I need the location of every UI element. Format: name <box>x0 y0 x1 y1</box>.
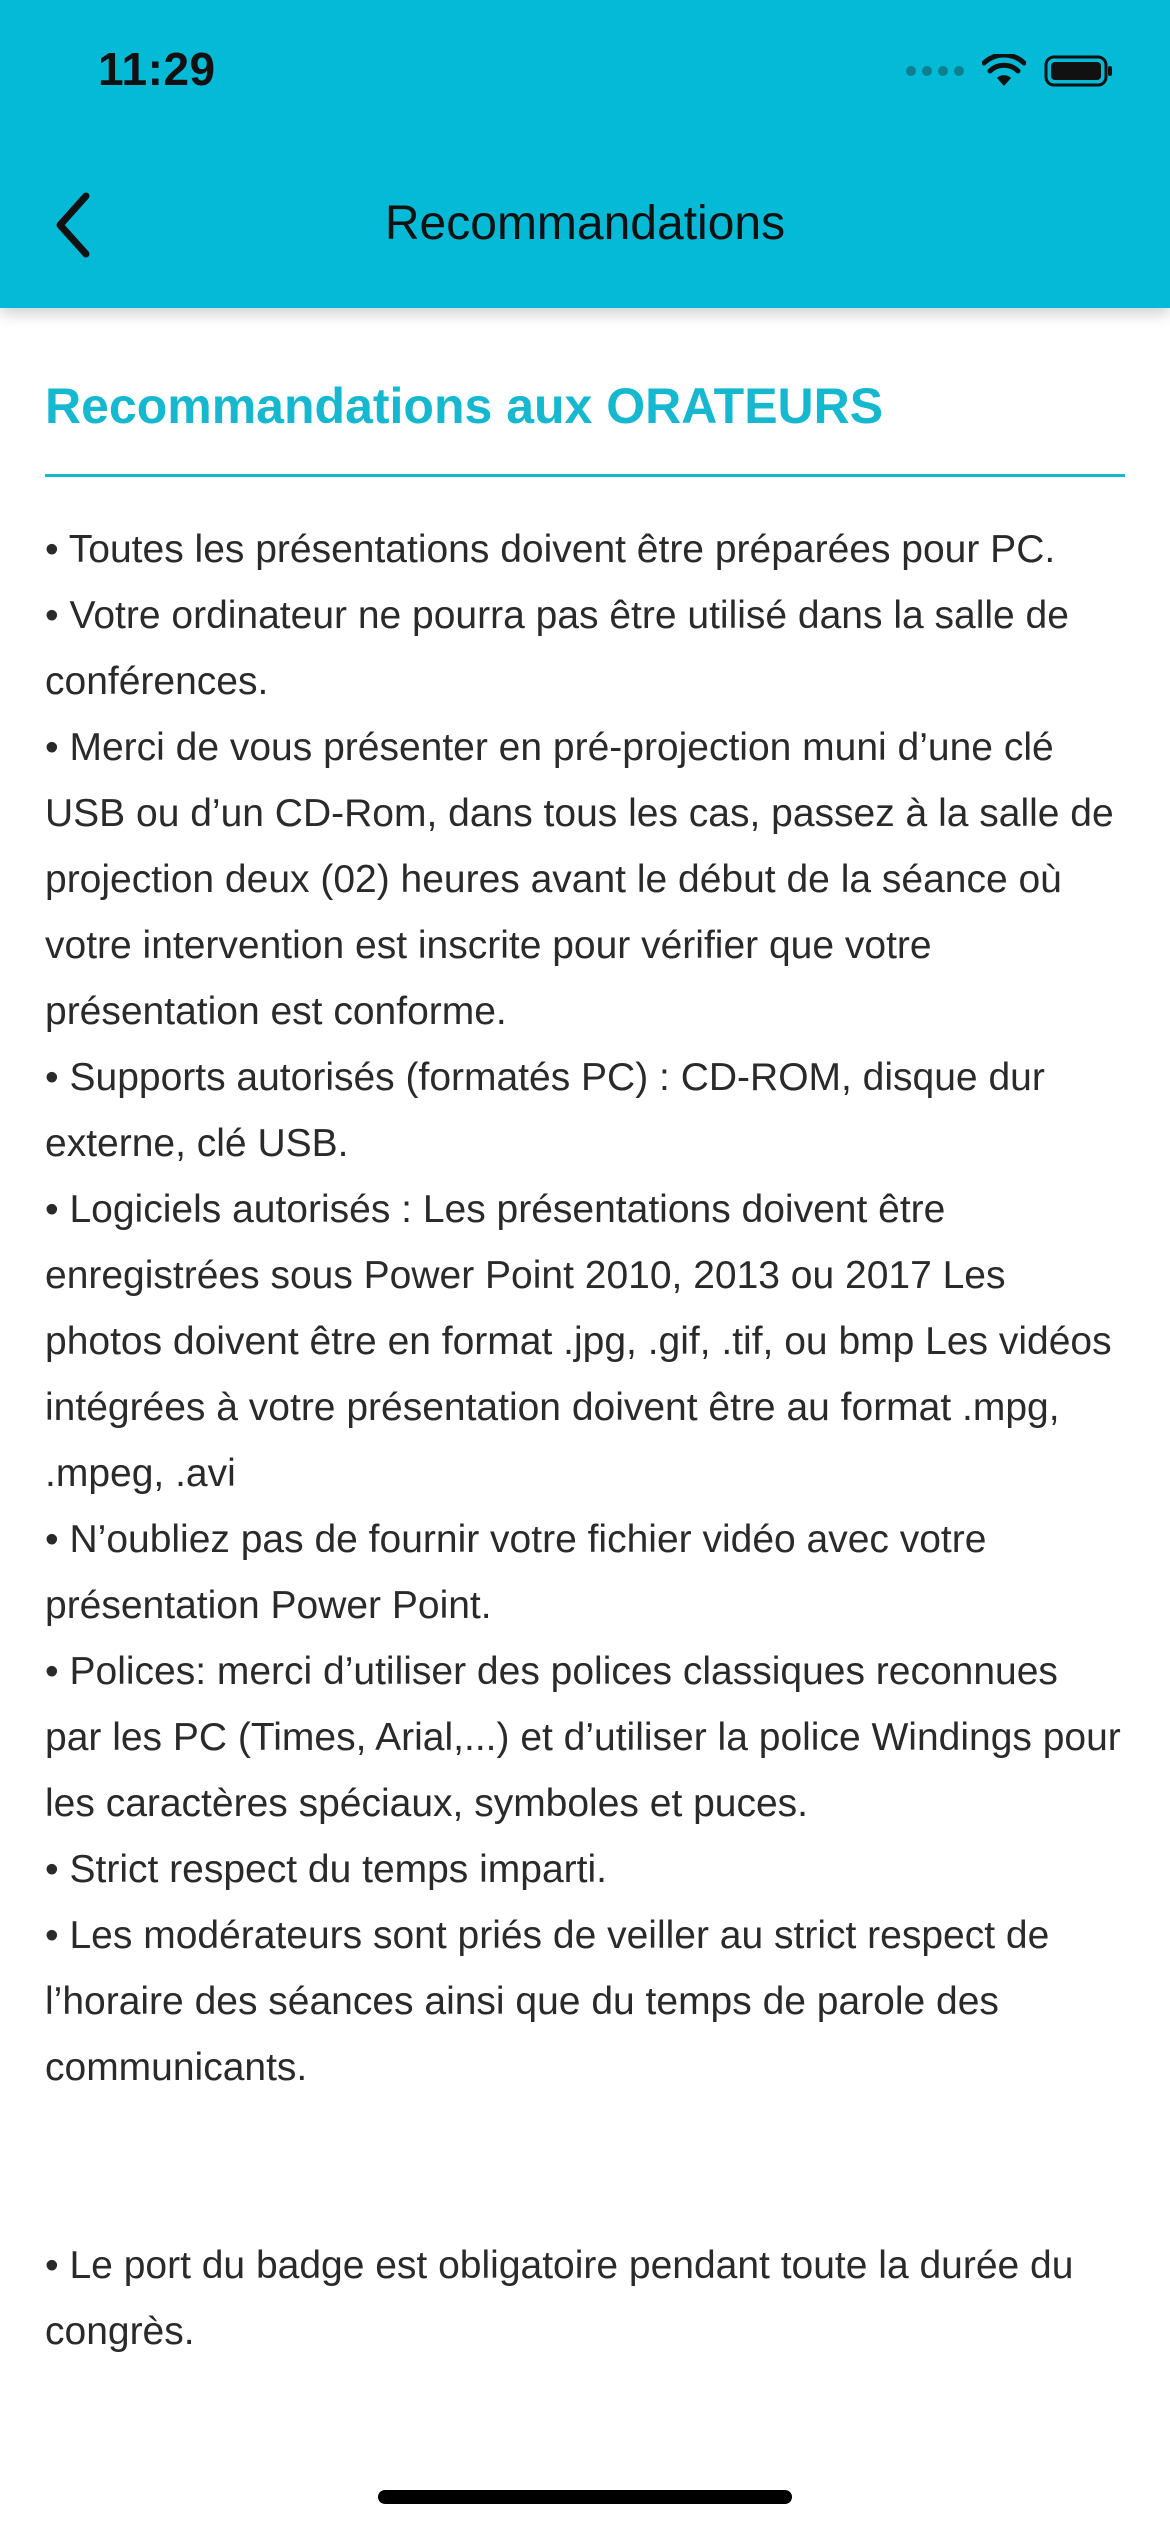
navigation-header <box>0 0 1170 308</box>
wifi-icon <box>982 54 1026 88</box>
page-title: Recommandations <box>384 197 786 250</box>
home-indicator[interactable] <box>378 2490 792 2504</box>
recommendations-text: • Toutes les présentations doivent être préparées pour PC. • Votre ordinateur ne pourra pas être utilisé dans la salle de conférences. • Merci de vous présenter en pré-projection muni d’une clé USB ou d’un CD-Rom, dans tous les cas, passez à la salle de projection deux (02) heures avant le début de la séance où votre intervention est inscrite pour vérifier que votre présentation est conforme. • Supports autorisés (formatés PC) : CD-ROM, disque dur externe, clé USB. • Logiciels autorisés : Les présentations doivent être enregistrées sous Power Point 2010, 2013 ou 2017 Les photos doivent être en format .jpg, .gif, .tif, ou bmp Les vidéos intégrées à votre présentation doivent être au format .mpg, .mpeg, .avi • N’oubliez pas de fournir votre fichier vidéo avec votre présentation Power Point. • Polices: merci d’utiliser des polices classiques reconnues par les PC (Times, Arial,...) et d’utiliser la police Windings pour les caractères spéciaux, symboles et puces. • Strict respect du temps imparti. • Les modérateurs sont priés de veiller au strict respect de l’horaire des séances ainsi que du temps de parole des communicants. • Le port du badge est obligatoire pendant toute la durée du congrès. <box>45 528 1121 2353</box>
title-divider <box>45 474 1125 477</box>
battery-icon <box>1044 54 1114 88</box>
section-title: Recommandations aux ORATEURS <box>45 378 884 434</box>
cellular-signal-icon <box>906 66 964 76</box>
recommendations-content[interactable] <box>45 370 1125 2365</box>
status-icons <box>906 54 1114 88</box>
status-time: 11:29 <box>98 43 216 95</box>
